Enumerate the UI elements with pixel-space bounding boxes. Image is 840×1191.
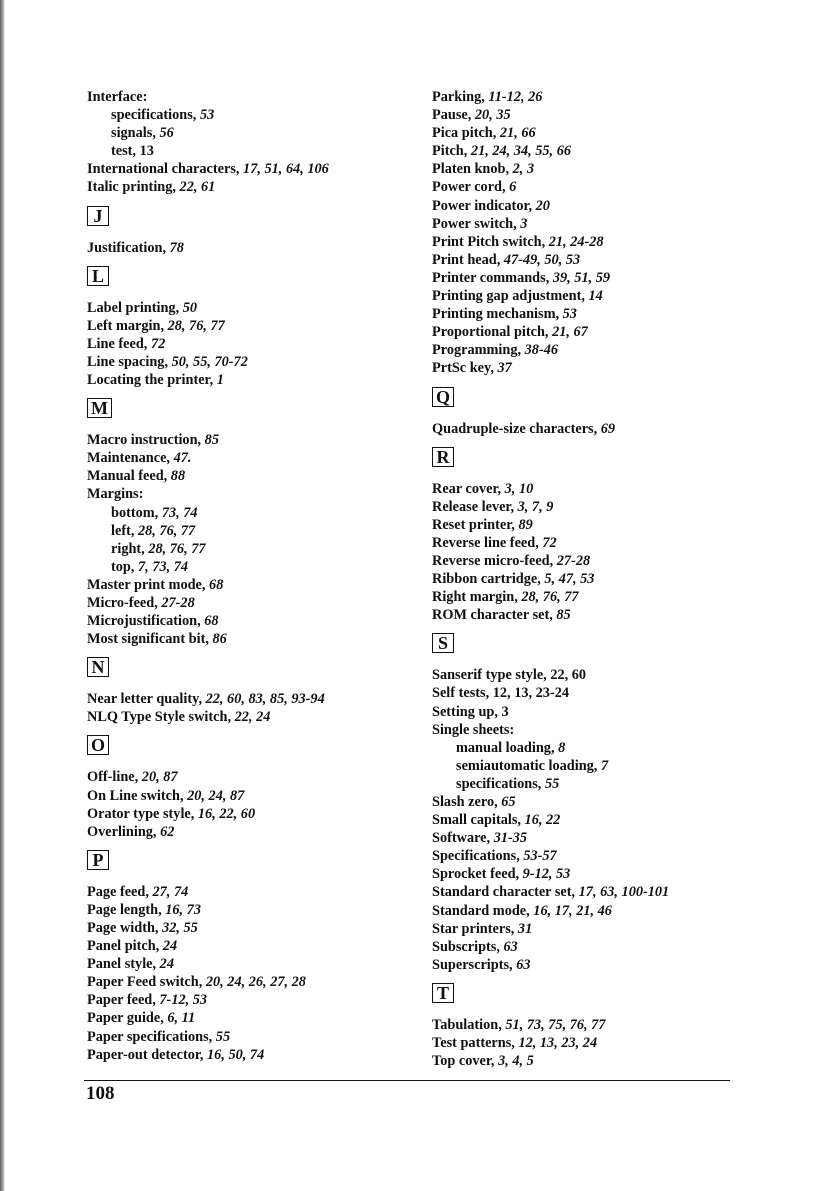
- index-page-refs: 20, 24, 26, 27, 28: [205, 974, 306, 991]
- index-term: Margins:: [87, 486, 144, 503]
- index-entry: [87, 883, 417, 901]
- index-entry: [87, 768, 417, 786]
- index-entry: [87, 371, 417, 389]
- index-page-refs: 53-57: [523, 848, 557, 865]
- index-term: Slash zero,: [432, 794, 502, 810]
- index-page-refs: 78: [169, 239, 184, 256]
- index-entry: [432, 902, 762, 920]
- index-entry: [432, 305, 762, 323]
- index-page-refs: 20, 87: [141, 769, 178, 786]
- section-letter-box: O: [87, 735, 109, 755]
- index-page-refs: 21, 67: [552, 324, 588, 341]
- index-page-refs: 17, 51, 64, 106: [243, 161, 329, 178]
- index-column-left: [87, 88, 417, 1064]
- index-entry: [87, 178, 417, 196]
- index-page-refs: 86: [212, 631, 227, 648]
- index-entry: [432, 178, 762, 196]
- index-page-refs: 28, 76, 77: [148, 540, 206, 557]
- index-page-refs: 85: [556, 607, 571, 624]
- index-entry: [432, 847, 762, 865]
- index-page-refs: 3, 7, 9: [517, 498, 554, 515]
- section-letter-box: M: [87, 398, 112, 418]
- index-term: Setting up, 3: [432, 703, 509, 720]
- index-term: Ribbon cartridge,: [432, 571, 545, 588]
- index-page-refs: 37: [497, 360, 512, 377]
- index-entry: [87, 823, 417, 841]
- index-entry: [432, 516, 762, 534]
- index-entry: [87, 805, 417, 823]
- index-entry: [432, 920, 762, 938]
- index-entry: [432, 251, 762, 269]
- index-term: Line feed,: [87, 335, 151, 352]
- index-entry: [432, 684, 762, 702]
- index-page-refs: 24: [159, 956, 174, 973]
- index-page-refs: 55: [544, 775, 560, 792]
- index-entry: [432, 124, 762, 142]
- index-subentry: [87, 106, 417, 124]
- index-entry: [87, 467, 417, 485]
- index-entry: [432, 721, 762, 739]
- index-term: Superscripts,: [432, 956, 517, 973]
- index-entry: [432, 956, 762, 974]
- index-entry: [432, 666, 762, 684]
- index-term: test, 13: [111, 143, 154, 160]
- index-page-refs: 22, 60, 83, 85, 93-94: [205, 691, 325, 708]
- index-term: Orator type style,: [87, 805, 198, 822]
- index-entry: [87, 1028, 417, 1046]
- index-term: Reset printer,: [432, 516, 519, 533]
- index-page-refs: 14: [588, 288, 603, 305]
- index-term: signals,: [111, 125, 160, 142]
- index-term: Test patterns,: [432, 1035, 519, 1052]
- index-entry: [87, 594, 417, 612]
- index-page-refs: 38-46: [524, 342, 559, 359]
- index-term: Specifications,: [432, 848, 524, 865]
- index-page-refs: 47-49, 50, 53: [503, 251, 581, 268]
- index-term: Italic printing,: [87, 179, 180, 196]
- section-letter-heading: [87, 726, 417, 768]
- index-term: Paper feed,: [87, 992, 160, 1009]
- index-term: Proportional pitch,: [432, 324, 553, 341]
- index-term: Release lever,: [432, 498, 518, 515]
- index-term: International characters,: [87, 161, 244, 178]
- index-entry: [432, 197, 762, 215]
- index-entry: [432, 142, 762, 160]
- index-page-refs: 6, 11: [167, 1010, 196, 1027]
- index-subentry: [432, 775, 762, 793]
- index-entry: [87, 353, 417, 371]
- index-term: Line spacing,: [87, 353, 172, 370]
- index-entry: [432, 106, 762, 124]
- index-entry: [87, 973, 417, 991]
- index-page-refs: 63: [516, 956, 531, 973]
- index-term: specifications,: [456, 775, 545, 792]
- index-page-refs: 28, 76, 77: [138, 522, 196, 539]
- index-term: Self tests, 12, 13, 23-24: [432, 685, 569, 702]
- index-page-refs: 53: [199, 107, 215, 124]
- index-term: Printing gap adjustment,: [432, 288, 589, 305]
- index-page-refs: 88: [170, 468, 186, 485]
- index-term: Panel style,: [87, 956, 160, 973]
- index-entry: [87, 690, 417, 708]
- index-entry: [87, 317, 417, 335]
- index-page-refs: 69: [600, 420, 616, 437]
- index-term: Quadruple-size characters,: [432, 420, 601, 437]
- index-term: Micro-feed,: [87, 594, 162, 611]
- section-letter-heading: [432, 378, 762, 420]
- index-page-refs: 3: [520, 215, 528, 232]
- index-term: Overlining,: [87, 823, 161, 840]
- index-term: Paper Feed switch,: [87, 974, 206, 991]
- index-term: Small capitals,: [432, 812, 525, 829]
- footer-rule: [84, 1080, 730, 1081]
- index-page-refs: 68: [209, 576, 224, 593]
- index-page-refs: 21, 24-28: [548, 233, 604, 250]
- index-page-refs: 2, 3: [512, 161, 535, 178]
- index-entry: [432, 793, 762, 811]
- index-term: Pica pitch,: [432, 125, 500, 142]
- index-page-refs: 16, 50, 74: [207, 1046, 265, 1063]
- index-term: Sprocket feed,: [432, 866, 523, 883]
- index-entry: [432, 883, 762, 901]
- index-term: Single sheets:: [432, 721, 515, 738]
- index-term: Sanserif type style, 22, 60: [432, 667, 587, 684]
- index-column-right: [432, 88, 762, 1070]
- index-entry: [87, 937, 417, 955]
- index-page-refs: 68: [204, 613, 219, 630]
- index-entry: [432, 341, 762, 359]
- index-entry: [87, 485, 417, 503]
- index-page-refs: 85: [204, 432, 219, 449]
- index-entry: [432, 287, 762, 305]
- index-entry: [432, 1016, 762, 1034]
- index-term: Label printing,: [87, 299, 183, 316]
- index-entry: [432, 359, 762, 377]
- index-page-refs: 16, 17, 21, 46: [533, 902, 612, 919]
- index-page-refs: 27, 74: [152, 883, 189, 900]
- index-entry: [87, 955, 417, 973]
- index-term: Microjustification,: [87, 613, 205, 630]
- index-entry: [432, 160, 762, 178]
- index-page-refs: 28, 76, 77: [167, 317, 225, 334]
- index-term: Programming,: [432, 342, 525, 359]
- index-entry: [87, 901, 417, 919]
- index-page-refs: 7-12, 53: [159, 992, 208, 1009]
- index-entry: [87, 991, 417, 1009]
- index-term: On Line switch,: [87, 787, 188, 804]
- index-entry: [432, 88, 762, 106]
- index-entry: [87, 449, 417, 467]
- index-term: Subscripts,: [432, 938, 504, 955]
- index-subentry: [87, 124, 417, 142]
- section-letter-box: P: [87, 850, 109, 870]
- index-page-refs: 65: [501, 794, 516, 810]
- index-page-refs: 1: [216, 372, 224, 389]
- index-entry: [432, 323, 762, 341]
- index-entry: [87, 919, 417, 937]
- index-term: Maintenance,: [87, 450, 174, 467]
- index-term: Power indicator,: [432, 197, 536, 214]
- index-page-refs: 62: [160, 823, 175, 840]
- index-term: Standard mode,: [432, 902, 534, 919]
- index-page-refs: 31: [517, 920, 533, 937]
- index-entry: [432, 420, 762, 438]
- index-subentry: [432, 757, 762, 775]
- index-entry: [432, 1052, 762, 1070]
- index-page-refs: 39, 51, 59: [552, 269, 611, 286]
- index-term: Print Pitch switch,: [432, 233, 549, 250]
- section-letter-box: J: [87, 206, 109, 226]
- index-entry: [87, 708, 417, 726]
- index-term: Page feed,: [87, 883, 153, 900]
- index-page-refs: 89: [518, 516, 533, 533]
- index-page-refs: 72: [542, 534, 557, 551]
- index-term: Locating the printer,: [87, 372, 217, 389]
- section-letter-box: L: [87, 266, 109, 286]
- index-page-refs: 32, 55: [162, 920, 198, 936]
- index-term: PrtSc key,: [432, 360, 498, 377]
- index-page-refs: 16, 22, 60: [197, 805, 256, 822]
- index-page-refs: 28, 76, 77: [521, 589, 579, 606]
- index-page-refs: 9-12, 53: [522, 866, 571, 883]
- section-letter-box: T: [432, 983, 454, 1003]
- index-term: left,: [111, 522, 138, 539]
- index-page-refs: 53: [562, 306, 577, 323]
- index-term: specifications,: [111, 107, 200, 124]
- index-term: Paper-out detector,: [87, 1046, 208, 1063]
- index-entry: [87, 1009, 417, 1027]
- index-term: Reverse line feed,: [432, 534, 543, 551]
- index-term: Pitch,: [432, 143, 471, 160]
- index-entry: [432, 570, 762, 588]
- index-term: Rear cover,: [432, 480, 505, 497]
- index-term: Standard character set,: [432, 884, 579, 901]
- index-term: top,: [111, 558, 139, 575]
- index-term: Tabulation,: [432, 1016, 506, 1033]
- index-term: Manual feed,: [87, 468, 171, 485]
- index-subentry: [87, 558, 417, 576]
- index-term: Printing mechanism,: [432, 306, 563, 323]
- index-term: Power cord,: [432, 179, 510, 196]
- index-term: Paper specifications,: [87, 1028, 216, 1045]
- index-term: Paper guide,: [87, 1010, 168, 1027]
- index-page-refs: 7: [600, 757, 609, 774]
- index-entry: [432, 269, 762, 287]
- section-letter-box: S: [432, 633, 454, 653]
- index-subentry: [87, 540, 417, 558]
- index-entry: [87, 431, 417, 449]
- index-page-refs: 12, 13, 23, 24: [518, 1035, 598, 1052]
- index-page-refs: 20: [535, 197, 550, 214]
- index-page-refs: 22, 24: [234, 709, 271, 726]
- index-term: NLQ Type Style switch,: [87, 709, 235, 726]
- index-term: Parking,: [432, 89, 489, 105]
- index-entry: [432, 829, 762, 847]
- index-term: Page width,: [87, 920, 163, 936]
- index-entry: [432, 534, 762, 552]
- index-term: ROM character set,: [432, 607, 557, 624]
- index-term: Panel pitch,: [87, 938, 163, 955]
- index-page-refs: 24: [162, 938, 178, 955]
- index-term: Pause,: [432, 107, 475, 124]
- index-term: Macro instruction,: [87, 432, 205, 449]
- section-letter-box: R: [432, 447, 454, 467]
- index-entry: [87, 1046, 417, 1064]
- index-page-refs: 3, 10: [504, 480, 534, 497]
- index-term: Power switch,: [432, 215, 521, 232]
- index-page-refs: 3, 4, 5: [498, 1053, 534, 1070]
- section-letter-box: Q: [432, 387, 454, 407]
- index-term: Star printers,: [432, 920, 518, 937]
- index-subentry: [87, 142, 417, 160]
- index-page-refs: 50, 55, 70-72: [171, 353, 248, 370]
- index-entry: [432, 552, 762, 570]
- section-letter-heading: [87, 197, 417, 239]
- page-number: 108: [86, 1083, 115, 1104]
- index-entry: [432, 865, 762, 883]
- index-entry: [432, 938, 762, 956]
- index-term: right,: [111, 540, 149, 557]
- index-page-refs: 5, 47, 53: [544, 571, 595, 588]
- index-page-refs: 11-12, 26: [488, 89, 543, 105]
- index-term: Master print mode,: [87, 576, 210, 593]
- index-page-refs: 56: [159, 125, 174, 142]
- index-page-refs: 17, 63, 100-101: [578, 884, 670, 901]
- index-term: Printer commands,: [432, 269, 553, 286]
- section-letter-box: N: [87, 657, 109, 677]
- index-entry: [432, 703, 762, 721]
- index-page-refs: 72: [150, 335, 166, 352]
- index-page-refs: 73, 74: [161, 504, 198, 521]
- index-subentry: [87, 522, 417, 540]
- index-page-refs: 47.: [173, 450, 192, 467]
- index-entry: [432, 588, 762, 606]
- index-entry: [87, 787, 417, 805]
- index-page-refs: 51, 73, 75, 76, 77: [505, 1016, 606, 1033]
- index-term: Most significant bit,: [87, 631, 213, 648]
- index-subentry: [87, 504, 417, 522]
- section-letter-heading: [432, 438, 762, 480]
- index-page-refs: 27-28: [161, 594, 195, 611]
- index-page-refs: 8: [558, 739, 566, 756]
- index-entry: [432, 498, 762, 516]
- index-entry: [432, 606, 762, 624]
- section-letter-heading: [87, 389, 417, 431]
- index-page-refs: 6: [509, 179, 517, 196]
- index-term: Right margin,: [432, 589, 522, 606]
- index-page-refs: 21, 66: [499, 125, 536, 142]
- index-entry: [432, 811, 762, 829]
- index-page-refs: 20, 24, 87: [187, 787, 245, 804]
- index-entry: [432, 480, 762, 498]
- index-entry: [87, 239, 417, 257]
- index-entry: [432, 215, 762, 233]
- index-term: Off-line,: [87, 769, 142, 786]
- index-term: semiautomatic loading,: [456, 757, 601, 774]
- index-page-refs: 21, 24, 34, 55, 66: [470, 143, 571, 160]
- index-entry: [87, 576, 417, 594]
- index-entry: [432, 1034, 762, 1052]
- index-entry: [87, 88, 417, 106]
- index-term: Justification,: [87, 239, 170, 256]
- index-page-refs: 22, 61: [179, 179, 216, 196]
- index-page-refs: 55: [215, 1028, 231, 1045]
- index-entry: [87, 630, 417, 648]
- index-term: Platen knob,: [432, 161, 513, 178]
- index-page-refs: 16, 73: [165, 901, 201, 918]
- index-page-refs: 16, 22: [524, 812, 561, 829]
- index-term: Left margin,: [87, 317, 168, 334]
- scan-edge-shadow: [0, 0, 5, 1191]
- index-entry: [87, 612, 417, 630]
- index-term: Print head,: [432, 251, 504, 268]
- index-term: Top cover,: [432, 1053, 499, 1070]
- index-entry: [432, 233, 762, 251]
- index-page-refs: 50: [182, 299, 198, 316]
- index-page-refs: 20, 35: [474, 107, 511, 124]
- index-page-refs: 63: [503, 938, 518, 955]
- index-term: Near letter quality,: [87, 691, 206, 708]
- index-entry: [87, 335, 417, 353]
- index-entry: [87, 160, 417, 178]
- index-entry: [87, 299, 417, 317]
- index-page-refs: 27-28: [556, 552, 591, 569]
- index-page-refs: 31-35: [493, 830, 528, 847]
- section-letter-heading: [87, 257, 417, 299]
- index-term: manual loading,: [456, 739, 559, 756]
- section-letter-heading: [432, 974, 762, 1016]
- index-term: Software,: [432, 830, 494, 847]
- index-term: Page length,: [87, 901, 166, 918]
- section-letter-heading: [432, 624, 762, 666]
- index-subentry: [432, 739, 762, 757]
- index-page-refs: 7, 73, 74: [138, 558, 189, 575]
- section-letter-heading: [87, 841, 417, 883]
- index-term: Interface:: [87, 89, 148, 105]
- index-term: bottom,: [111, 504, 162, 521]
- section-letter-heading: [87, 648, 417, 690]
- index-term: Reverse micro-feed,: [432, 552, 557, 569]
